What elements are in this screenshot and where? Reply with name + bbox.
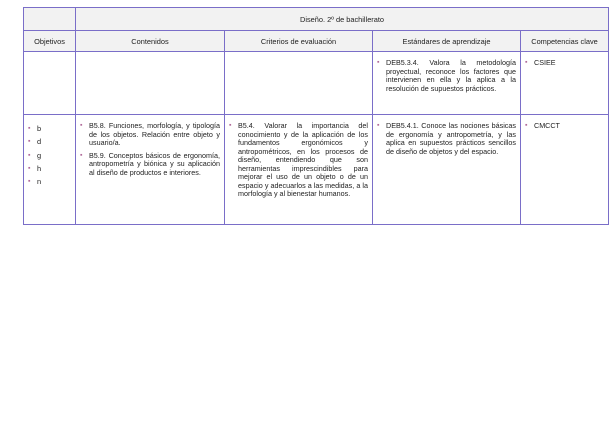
contenido-text: B5.8. Funciones, morfología, y tipología de los objetos. Relación entre objeto y usuario/a. <box>89 121 220 147</box>
list-item <box>80 122 220 148</box>
bullet-icon: ▪ <box>229 122 232 129</box>
bullet-icon: ▪ <box>80 122 83 129</box>
objetivos-cell <box>24 115 76 225</box>
objetivo-text: h <box>37 163 42 173</box>
table-row <box>24 115 609 225</box>
objetivo-text: g <box>37 150 42 160</box>
criterios-cell <box>225 115 373 225</box>
objetivo-text: b <box>37 124 42 133</box>
bullet-icon: ▪ <box>377 122 380 129</box>
list-item <box>377 59 516 93</box>
list-item <box>28 162 71 175</box>
curriculum-table <box>23 7 609 225</box>
header-competencias: Competencias clave <box>521 31 609 52</box>
objetivo-text: d <box>37 137 42 147</box>
contenido-text: B5.9. Conceptos básicos de ergonomía, antropometría y biónica y su aplicación al diseño de productos e interiores. <box>89 150 220 177</box>
list-item <box>28 135 71 148</box>
bullet-icon: ▪ <box>28 178 31 186</box>
table-row <box>24 52 609 115</box>
bullet-icon: ▪ <box>28 138 31 146</box>
table-title: Diseño. 2º de bachillerato <box>76 8 609 31</box>
list-item <box>80 152 220 178</box>
bullet-icon: ▪ <box>525 122 528 129</box>
list-item <box>229 122 368 199</box>
list-item <box>28 149 71 162</box>
bullet-icon: ▪ <box>28 151 31 159</box>
header-estandares: Estándares de aprendizaje <box>373 31 521 52</box>
bullet-icon: ▪ <box>525 59 528 66</box>
competencia-text: CMCCT <box>534 121 560 130</box>
competencia-text: CSIEE <box>534 58 556 67</box>
objetivo-text: n <box>37 177 42 187</box>
header-contenidos: Contenidos <box>76 31 225 52</box>
contenidos-cell <box>76 115 225 225</box>
list-item <box>525 122 604 131</box>
header-criterios: Criterios de evaluación <box>225 31 373 52</box>
estandares-cell <box>373 52 521 115</box>
bullet-icon: ▪ <box>28 125 31 132</box>
estandar-text: DEB5.4.1. Conoce las nociones básicas de ergonomía y antropometría, y las aplica en supuestos prácticos sencillos de diseño de objetos y del espacio. <box>386 121 516 156</box>
criterio-text: B5.4. Valorar la importancia del conocimiento y de la aplicación de los fundamentos ergonómicos y antropométricos, en los procesos de diseño, entendiendo que son herramientas imprescindibles para mejorar el uso de un objeto o de un espacio y adecuarlos a las medidas, a la morfología y al bienestar humanos. <box>238 121 368 198</box>
estandar-text: DEB5.3.4. Valora la metodología proyectual, reconoce los factores que intervienen en ella y la aplica a la resolución de supuestos prácticos. <box>386 58 516 93</box>
competencias-cell <box>521 52 609 115</box>
bullet-icon: ▪ <box>80 151 83 159</box>
list-item <box>525 59 604 68</box>
competencias-cell <box>521 115 609 225</box>
estandares-cell <box>373 115 521 225</box>
list-item <box>377 122 516 156</box>
criterios-cell <box>225 52 373 115</box>
header-objetivos: Objetivos <box>24 31 76 52</box>
contenidos-cell <box>76 52 225 115</box>
list-item <box>28 175 71 188</box>
objetivos-cell <box>24 52 76 115</box>
bullet-icon: ▪ <box>28 164 31 172</box>
corner-cell <box>24 8 76 31</box>
list-item <box>28 122 71 135</box>
bullet-icon: ▪ <box>377 59 380 66</box>
